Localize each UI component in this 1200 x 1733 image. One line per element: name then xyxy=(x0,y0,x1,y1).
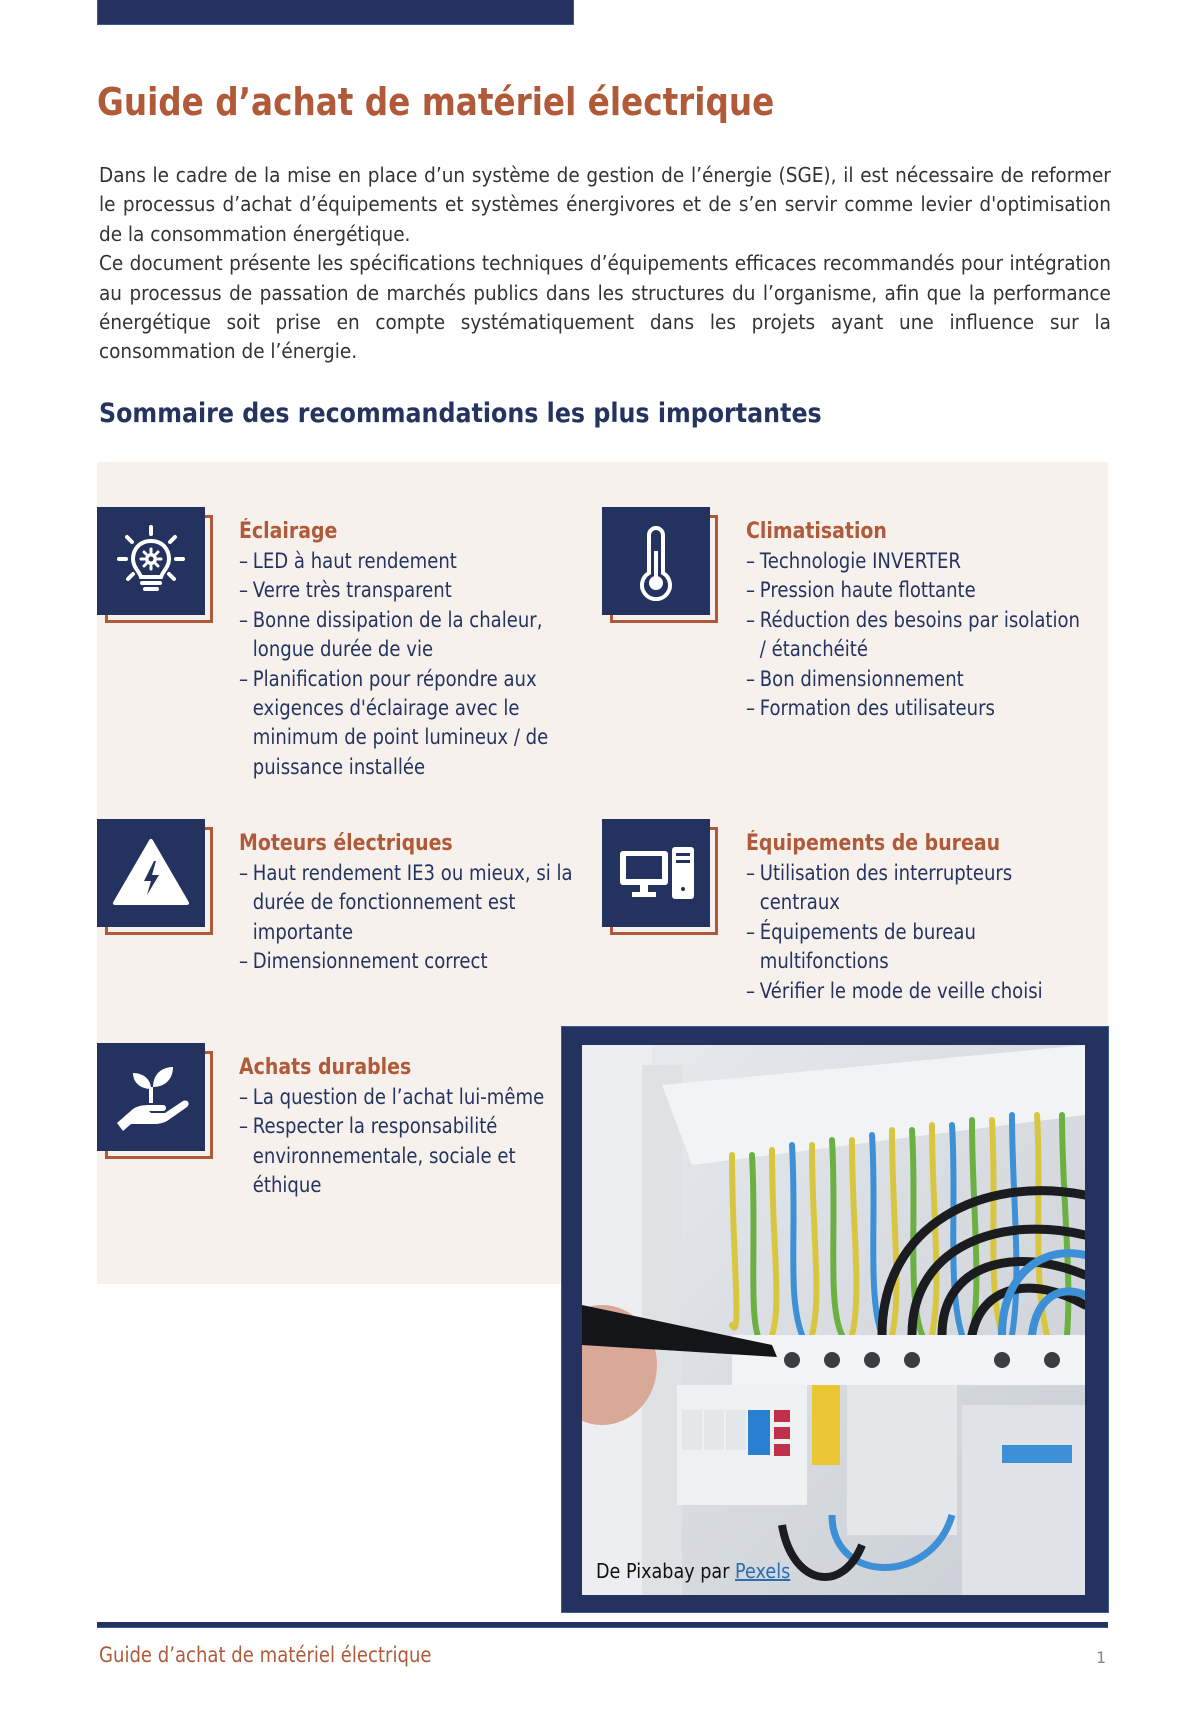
hand-plant-icon xyxy=(97,1043,205,1151)
list-item: – Technologie INVERTER xyxy=(746,547,1085,576)
card-title: Éclairage xyxy=(239,519,338,544)
list-item: – Formation des utilisateurs xyxy=(746,694,1085,723)
list-item: – Bon dimensionnement xyxy=(746,665,1085,694)
list-item: – Vérifier le mode de veille choisi xyxy=(746,977,1085,1006)
footer-rule xyxy=(97,1622,1108,1628)
desktop-computer-icon xyxy=(602,819,710,927)
electrical-panel-photo xyxy=(582,1045,1085,1595)
list-item: – Haut rendement IE3 ou mieux, si la durée de fonctionnement est importante xyxy=(239,859,578,947)
list-item: – Dimensionnement correct xyxy=(239,947,578,976)
photo-credit-prefix: De Pixabay par xyxy=(596,1559,736,1583)
page-number: 1 xyxy=(1096,1648,1106,1667)
list-item: – Équipements de bureau multifonctions xyxy=(746,918,1085,977)
list-item: – La question de l’achat lui-même xyxy=(239,1083,578,1112)
pexels-link[interactable]: Pexels xyxy=(735,1559,791,1583)
photo-credit xyxy=(596,1559,790,1583)
header-bar xyxy=(97,0,574,25)
card-list xyxy=(746,859,1086,1006)
high-voltage-warning-icon xyxy=(97,819,205,927)
intro-text xyxy=(99,161,1111,367)
thermometer-icon xyxy=(602,507,710,615)
list-item: – Planification pour répondre aux exigences d'éclairage avec le minimum de point lumineux / de puissance installée xyxy=(239,665,578,783)
list-item: – Bonne dissipation de la chaleur, longue durée de vie xyxy=(239,606,578,665)
card-title: Climatisation xyxy=(746,519,887,544)
card-list xyxy=(746,547,1086,723)
list-item: – Verre très transparent xyxy=(239,576,578,605)
list-item: – Réduction des besoins par isolation / étanchéité xyxy=(746,606,1085,665)
card-list xyxy=(239,547,579,782)
section-heading: Sommaire des recommandations les plus importantes xyxy=(99,398,822,429)
footer-title: Guide d’achat de matériel électrique xyxy=(99,1643,432,1667)
card-list xyxy=(239,1083,579,1201)
list-item: – LED à haut rendement xyxy=(239,547,578,576)
card-title: Achats durables xyxy=(239,1055,412,1080)
lightbulb-gear-icon xyxy=(97,507,205,615)
card-title: Équipements de bureau xyxy=(746,831,1001,856)
photo-frame xyxy=(561,1026,1109,1613)
list-item: – Respecter la responsabilité environnementale, sociale et éthique xyxy=(239,1112,578,1200)
intro-paragraph: Dans le cadre de la mise en place d’un système de gestion de l’énergie (SGE), il est nécessaire de reformer le processus d’achat d’équipements et systèmes énergivores et de s’en servir comme levier d'optimisation de la consommation énergétique. xyxy=(99,163,1111,246)
page-title: Guide d’achat de matériel électrique xyxy=(97,80,775,124)
list-item: – Utilisation des interrupteurs centraux xyxy=(746,859,1085,918)
list-item: – Pression haute flottante xyxy=(746,576,1085,605)
card-title: Moteurs électriques xyxy=(239,831,453,856)
card-list xyxy=(239,859,579,977)
intro-paragraph: Ce document présente les spécifications techniques d’équipements efficaces recommandés pour intégration au processus de passation de marchés publics dans les structures du l’organisme, afin que la performance énergétique soit prise en compte systématiquement dans les projets ayant une influence sur la consommation de l’énergie. xyxy=(99,251,1111,364)
